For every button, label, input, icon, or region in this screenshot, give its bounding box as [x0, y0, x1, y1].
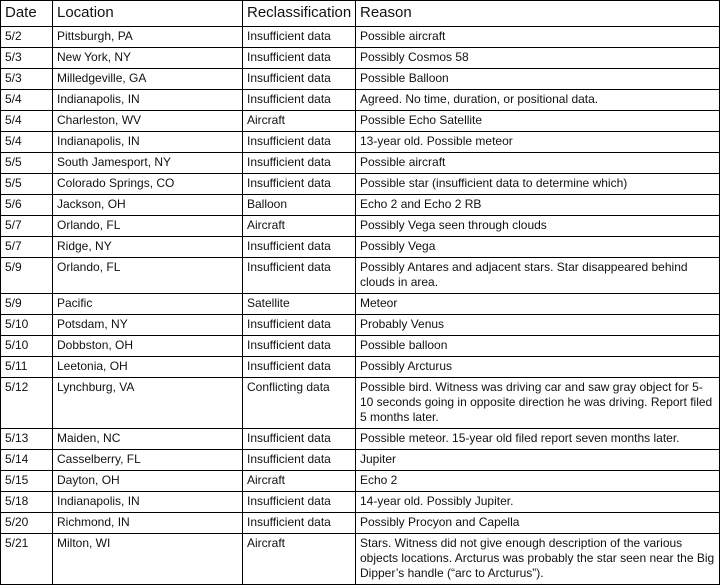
cell-reclassification: Insufficient data — [243, 492, 356, 513]
cell-location: Richmond, IN — [53, 513, 243, 534]
cell-reclassification: Insufficient data — [243, 174, 356, 195]
cell-date: 5/2 — [1, 27, 53, 48]
cell-reason: Stars. Witness did not give enough description of the various objects locations. Arcturus was probably the star seen near the Big Dipper’s handle (“arc to Arcturus”). — [356, 534, 720, 585]
cell-location: Jackson, OH — [53, 195, 243, 216]
table-row — [1, 216, 720, 237]
table-row — [1, 237, 720, 258]
cell-reason: Possible aircraft — [356, 153, 720, 174]
table-row — [1, 315, 720, 336]
cell-reclassification: Insufficient data — [243, 336, 356, 357]
cell-reclassification: Insufficient data — [243, 153, 356, 174]
cell-location: Lynchburg, VA — [53, 378, 243, 429]
cell-reclassification: Insufficient data — [243, 357, 356, 378]
cell-date: 5/18 — [1, 492, 53, 513]
cell-date: 5/20 — [1, 513, 53, 534]
cell-reason: Probably Venus — [356, 315, 720, 336]
cell-reason: Echo 2 — [356, 471, 720, 492]
table-row — [1, 195, 720, 216]
cell-reason: Possible aircraft — [356, 27, 720, 48]
table-row — [1, 492, 720, 513]
table-row — [1, 294, 720, 315]
cell-date: 5/21 — [1, 534, 53, 585]
cell-location: South Jamesport, NY — [53, 153, 243, 174]
cell-reason: Agreed. No time, duration, or positional data. — [356, 90, 720, 111]
cell-reclassification: Insufficient data — [243, 513, 356, 534]
table-row — [1, 429, 720, 450]
cell-reason: Possibly Antares and adjacent stars. Star disappeared behind clouds in area. — [356, 258, 720, 294]
header-date: Date — [1, 1, 53, 27]
table-row — [1, 48, 720, 69]
cell-reclassification: Aircraft — [243, 216, 356, 237]
cell-reclassification: Aircraft — [243, 471, 356, 492]
cell-reclassification: Aircraft — [243, 534, 356, 585]
cell-location: Ridge, NY — [53, 237, 243, 258]
cell-date: 5/7 — [1, 237, 53, 258]
cell-date: 5/7 — [1, 216, 53, 237]
cell-reason: Possible meteor. 15-year old filed report seven months later. — [356, 429, 720, 450]
cell-reclassification: Insufficient data — [243, 48, 356, 69]
table-row — [1, 132, 720, 153]
table-row — [1, 378, 720, 429]
cell-date: 5/3 — [1, 69, 53, 90]
cell-date: 5/5 — [1, 153, 53, 174]
cell-location: Maiden, NC — [53, 429, 243, 450]
cell-reclassification: Insufficient data — [243, 258, 356, 294]
table-row — [1, 450, 720, 471]
cell-location: Dobbston, OH — [53, 336, 243, 357]
cell-date: 5/13 — [1, 429, 53, 450]
cell-reclassification: Insufficient data — [243, 315, 356, 336]
cell-date: 5/9 — [1, 294, 53, 315]
header-reclassification: Reclassification — [243, 1, 356, 27]
table-row — [1, 27, 720, 48]
cell-location: Indianapolis, IN — [53, 132, 243, 153]
table-row — [1, 174, 720, 195]
cell-reclassification: Insufficient data — [243, 132, 356, 153]
cell-date: 5/6 — [1, 195, 53, 216]
cell-reclassification: Conflicting data — [243, 378, 356, 429]
cell-location: Pacific — [53, 294, 243, 315]
cell-reason: Possibly Arcturus — [356, 357, 720, 378]
cell-reclassification: Insufficient data — [243, 450, 356, 471]
table-row — [1, 69, 720, 90]
cell-date: 5/3 — [1, 48, 53, 69]
table-row — [1, 534, 720, 585]
table-row — [1, 336, 720, 357]
cell-reason: Possible Echo Satellite — [356, 111, 720, 132]
cell-date: 5/11 — [1, 357, 53, 378]
cell-reclassification: Insufficient data — [243, 27, 356, 48]
cell-date: 5/4 — [1, 111, 53, 132]
cell-location: New York, NY — [53, 48, 243, 69]
cell-location: Leetonia, OH — [53, 357, 243, 378]
cell-location: Milton, WI — [53, 534, 243, 585]
cell-reason: Possibly Vega — [356, 237, 720, 258]
cell-date: 5/12 — [1, 378, 53, 429]
cell-date: 5/5 — [1, 174, 53, 195]
cell-reclassification: Aircraft — [243, 111, 356, 132]
cell-date: 5/10 — [1, 315, 53, 336]
cell-location: Charleston, WV — [53, 111, 243, 132]
cell-reclassification: Insufficient data — [243, 90, 356, 111]
cell-location: Orlando, FL — [53, 216, 243, 237]
cell-location: Milledgeville, GA — [53, 69, 243, 90]
cell-reason: Possible Balloon — [356, 69, 720, 90]
cell-reason: Possibly Vega seen through clouds — [356, 216, 720, 237]
cell-reclassification: Insufficient data — [243, 237, 356, 258]
table-row — [1, 513, 720, 534]
cell-reason: Jupiter — [356, 450, 720, 471]
table-row — [1, 111, 720, 132]
cell-reason: Possibly Cosmos 58 — [356, 48, 720, 69]
cell-date: 5/9 — [1, 258, 53, 294]
cell-reason: 13-year old. Possible meteor — [356, 132, 720, 153]
cell-location: Indianapolis, IN — [53, 492, 243, 513]
cell-date: 5/4 — [1, 132, 53, 153]
table-row — [1, 357, 720, 378]
table-row — [1, 258, 720, 294]
table-header-row — [1, 1, 720, 27]
cell-reason: Meteor — [356, 294, 720, 315]
cell-location: Pittsburgh, PA — [53, 27, 243, 48]
cell-reason: 14-year old. Possibly Jupiter. — [356, 492, 720, 513]
cell-location: Colorado Springs, CO — [53, 174, 243, 195]
cell-date: 5/10 — [1, 336, 53, 357]
cell-location: Indianapolis, IN — [53, 90, 243, 111]
cell-date: 5/4 — [1, 90, 53, 111]
cell-location: Casselberry, FL — [53, 450, 243, 471]
cell-reason: Echo 2 and Echo 2 RB — [356, 195, 720, 216]
table-row — [1, 90, 720, 111]
cell-date: 5/15 — [1, 471, 53, 492]
cell-location: Potsdam, NY — [53, 315, 243, 336]
table-row — [1, 153, 720, 174]
table-row — [1, 471, 720, 492]
cell-reason: Possible star (insufficient data to determine which) — [356, 174, 720, 195]
cell-reclassification: Balloon — [243, 195, 356, 216]
header-location: Location — [53, 1, 243, 27]
cell-location: Dayton, OH — [53, 471, 243, 492]
cell-reason: Possible balloon — [356, 336, 720, 357]
cell-reclassification: Insufficient data — [243, 69, 356, 90]
cell-reason: Possible bird. Witness was driving car and saw gray object for 5-10 seconds going in opposite direction he was driving. Report filed 5 months later. — [356, 378, 720, 429]
cell-reclassification: Satellite — [243, 294, 356, 315]
cell-reclassification: Insufficient data — [243, 429, 356, 450]
cell-reason: Possibly Procyon and Capella — [356, 513, 720, 534]
cell-date: 5/14 — [1, 450, 53, 471]
cell-location: Orlando, FL — [53, 258, 243, 294]
header-reason: Reason — [356, 1, 720, 27]
